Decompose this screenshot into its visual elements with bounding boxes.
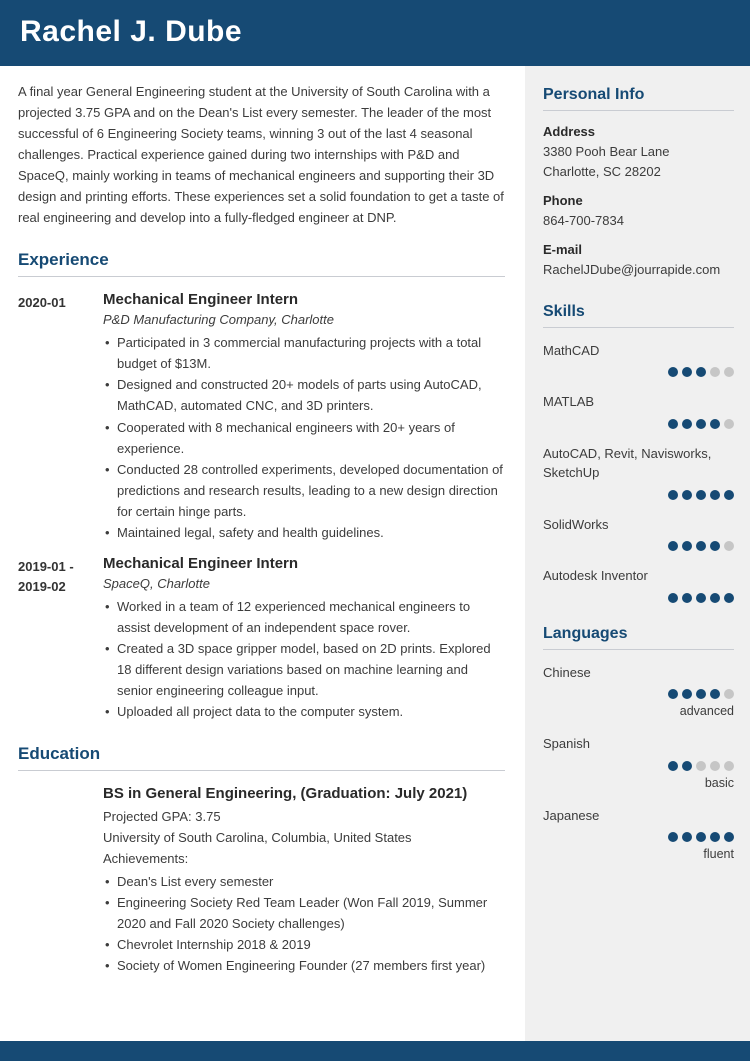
language-level-label: advanced (679, 704, 734, 719)
skill-item (543, 341, 734, 378)
email-value: RachelJDube@jourrapide.com (543, 262, 721, 278)
experience-date: 2020-01 (18, 295, 66, 311)
rating-dot-empty (710, 367, 720, 377)
rating-dot-filled (668, 419, 678, 429)
education-date (18, 785, 103, 976)
address-label: Address (543, 124, 596, 139)
language-item (543, 806, 734, 862)
main-column (0, 66, 525, 1041)
experience-body (103, 291, 505, 542)
language-item (543, 663, 734, 719)
sidebar (525, 66, 750, 1041)
education-section (18, 744, 505, 976)
bullet-item: • Chevrolet Internship 2018 & 2019 (103, 934, 505, 955)
education-heading: Education (18, 744, 505, 771)
rating-dot-filled (696, 832, 706, 842)
skill-item (543, 444, 734, 500)
bullet-item: • Maintained legal, safety and health guidelines. (103, 522, 505, 543)
skills-heading: Skills (543, 303, 734, 328)
language-item (543, 734, 734, 790)
address-line: 3380 Pooh Bear Lane (543, 144, 670, 159)
skill-name: MATLAB (543, 394, 595, 410)
rating-dot-empty (724, 761, 734, 771)
bullet-item: • Designed and constructed 20+ models of parts using AutoCAD, MathCAD, automated CNC, and 3D printers. (103, 374, 505, 416)
experience-date: 2019-01 - 2019-02 (18, 558, 74, 594)
bullet-item: • Cooperated with 8 mechanical engineers with 20+ years of experience. (103, 417, 505, 459)
rating-dot-filled (668, 593, 678, 603)
rating-dot-filled (668, 490, 678, 500)
job-bullet-list (103, 332, 505, 542)
rating-dot-filled (710, 541, 720, 551)
language-rating-dots (543, 761, 734, 771)
skill-name: Autodesk Inventor (543, 568, 648, 584)
rating-dot-empty (696, 761, 706, 771)
rating-dot-filled (668, 761, 678, 771)
rating-dot-filled (668, 832, 678, 842)
education-body (103, 785, 505, 976)
footer-bar (0, 1041, 750, 1061)
education-school: University of South Carolina, Columbia, United States (103, 830, 412, 846)
rating-dot-filled (696, 593, 706, 603)
rating-dot-filled (682, 490, 692, 500)
skill-rating-dots (543, 419, 734, 429)
address-field (543, 124, 734, 182)
bullet-item: • Engineering Society Red Team Leader (Won Fall 2019, Summer 2020 and Fall 2020 Society challenges) (103, 892, 505, 934)
rating-dot-filled (682, 832, 692, 842)
skill-rating-dots (543, 367, 734, 377)
skill-item (543, 566, 734, 603)
skill-name: AutoCAD, Revit, Navisworks, SketchUp (543, 445, 712, 481)
education-achievements-label: Achievements: (103, 851, 189, 867)
personal-info-heading: Personal Info (543, 86, 734, 111)
skill-name: MathCAD (543, 342, 600, 358)
languages-heading: Languages (543, 625, 734, 650)
email-label: E-mail (543, 242, 583, 258)
rating-dot-filled (682, 593, 692, 603)
rating-dot-filled (710, 490, 720, 500)
phone-value: 864-700-7834 (543, 213, 624, 229)
education-bullet-list (103, 871, 505, 976)
skills-section (543, 303, 734, 603)
job-title: Mechanical Engineer Intern (103, 554, 299, 572)
language-name: Chinese (543, 664, 591, 680)
degree-title: BS in General Engineering, (Graduation: July 2021) (103, 785, 468, 803)
email-field (543, 242, 734, 280)
candidate-name: Rachel J. Dube (20, 15, 243, 48)
address-line: Charlotte, SC 28202 (543, 164, 661, 180)
language-level-label: fluent (703, 847, 734, 862)
rating-dot-filled (696, 490, 706, 500)
rating-dot-filled (710, 832, 720, 842)
rating-dot-filled (682, 419, 692, 429)
education-gpa: Projected GPA: 3.75 (103, 809, 221, 825)
rating-dot-filled (724, 593, 734, 603)
rating-dot-filled (696, 689, 706, 699)
rating-dot-filled (696, 367, 706, 377)
skill-rating-dots (543, 490, 734, 500)
languages-section (543, 625, 734, 862)
rating-dot-filled (682, 689, 692, 699)
skill-name: SolidWorks (543, 516, 609, 532)
rating-dot-filled (668, 367, 678, 377)
bullet-item: • Dean's List every semester (103, 871, 505, 892)
rating-dot-filled (682, 541, 692, 551)
bullet-item: • Worked in a team of 12 experienced mechanical engineers to assist development of an independent space rover. (103, 596, 505, 638)
phone-field (543, 193, 734, 231)
skill-item (543, 392, 734, 429)
bullet-item: • Created a 3D space gripper model, based on 2D prints. Explored 18 different design variations based on machine learning and senior engineering colleague input. (103, 638, 505, 701)
rating-dot-empty (724, 367, 734, 377)
rating-dot-empty (710, 761, 720, 771)
language-name: Spanish (543, 736, 590, 752)
experience-entry (18, 291, 505, 542)
rating-dot-filled (668, 541, 678, 551)
rating-dot-empty (724, 689, 734, 699)
job-title: Mechanical Engineer Intern (103, 291, 299, 309)
experience-section (18, 250, 505, 722)
rating-dot-filled (668, 689, 678, 699)
rating-dot-filled (724, 832, 734, 842)
skill-item (543, 515, 734, 552)
job-company: P&D Manufacturing Company, Charlotte (103, 312, 334, 328)
education-entry (18, 785, 505, 976)
summary-text: A final year General Engineering student at the University of South Carolina with a projected 3.75 GPA and on the Dean's List every semester. The leader of the most successful of 6 Engineering Society teams, winning 3 out of the last 4 seasonal challenges. Practical experience gained during two internships with P&D and SpaceQ, mainly working in teams of mechanical engineers and supporting their 3D design and printing efforts. These experiences set a solid foundation to get a taste of real engineering and develop into a fully-fledged engineer at DNP. (18, 84, 504, 226)
rating-dot-filled (710, 593, 720, 603)
rating-dot-filled (682, 367, 692, 377)
language-rating-dots (543, 689, 734, 699)
rating-dot-filled (710, 419, 720, 429)
bullet-item: • Conducted 28 controlled experiments, developed documentation of predictions and research results, leading to a new design direction for certain hinge parts. (103, 459, 505, 522)
rating-dot-filled (696, 541, 706, 551)
skill-rating-dots (543, 541, 734, 551)
header-bar (0, 0, 750, 66)
bullet-item: • Uploaded all project data to the computer system. (103, 701, 505, 722)
language-level-label: basic (704, 775, 734, 790)
skill-rating-dots (543, 593, 734, 603)
rating-dot-filled (724, 490, 734, 500)
bullet-item: • Participated in 3 commercial manufacturing projects with a total budget of $13M. (103, 332, 505, 374)
bullet-item: • Society of Women Engineering Founder (27 members first year) (103, 955, 505, 976)
personal-info-section (543, 86, 734, 281)
rating-dot-empty (724, 419, 734, 429)
rating-dot-filled (682, 761, 692, 771)
phone-label: Phone (543, 193, 583, 209)
rating-dot-filled (710, 689, 720, 699)
content-area (0, 66, 750, 1041)
experience-entry (18, 555, 505, 722)
experience-body (103, 555, 505, 722)
job-company: SpaceQ, Charlotte (103, 575, 210, 591)
language-name: Japanese (543, 807, 600, 823)
job-bullet-list (103, 596, 505, 722)
language-rating-dots (543, 832, 734, 842)
rating-dot-empty (724, 541, 734, 551)
rating-dot-filled (696, 419, 706, 429)
experience-heading: Experience (18, 250, 505, 277)
